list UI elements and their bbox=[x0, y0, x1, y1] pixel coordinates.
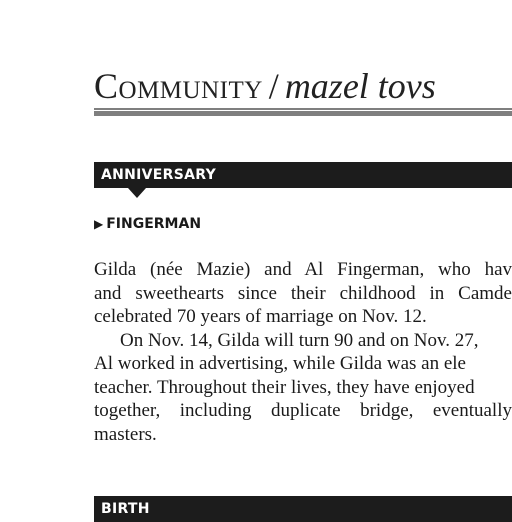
banner-pointer bbox=[128, 188, 146, 198]
section-subtitle: mazel tovs bbox=[284, 66, 436, 106]
announcement-body bbox=[94, 258, 512, 446]
body-line: and sweethearts since their childhood in Camde bbox=[94, 282, 512, 304]
triangle-bullet-icon: ▶ bbox=[94, 217, 104, 231]
body-line: together, including duplicate bridge, eventually bbox=[94, 400, 512, 421]
body-line: teacher. Throughout their lives, they have enjoyed bbox=[94, 376, 475, 398]
header-rule-thick bbox=[94, 111, 512, 116]
announcement-name-text: FINGERMAN bbox=[106, 216, 202, 232]
header-separator: / bbox=[268, 66, 279, 106]
announcement-name bbox=[94, 214, 201, 234]
body-line: On Nov. 14, Gilda will turn 90 and on Nov. 27, bbox=[120, 329, 479, 351]
body-line: Al worked in advertising, while Gilda was an ele bbox=[94, 353, 466, 374]
body-line: Gilda (née Mazie) and Al Fingerman, who hav bbox=[94, 259, 512, 280]
body-line: celebrated 70 years of marriage on Nov. 12. bbox=[94, 306, 427, 327]
body-line: masters. bbox=[94, 423, 157, 445]
birth-banner: BIRTH bbox=[94, 496, 512, 522]
page-header bbox=[94, 64, 436, 108]
header-rule-thin bbox=[94, 108, 512, 110]
section-name: Community bbox=[94, 66, 263, 106]
anniversary-banner: ANNIVERSARY bbox=[94, 162, 512, 188]
